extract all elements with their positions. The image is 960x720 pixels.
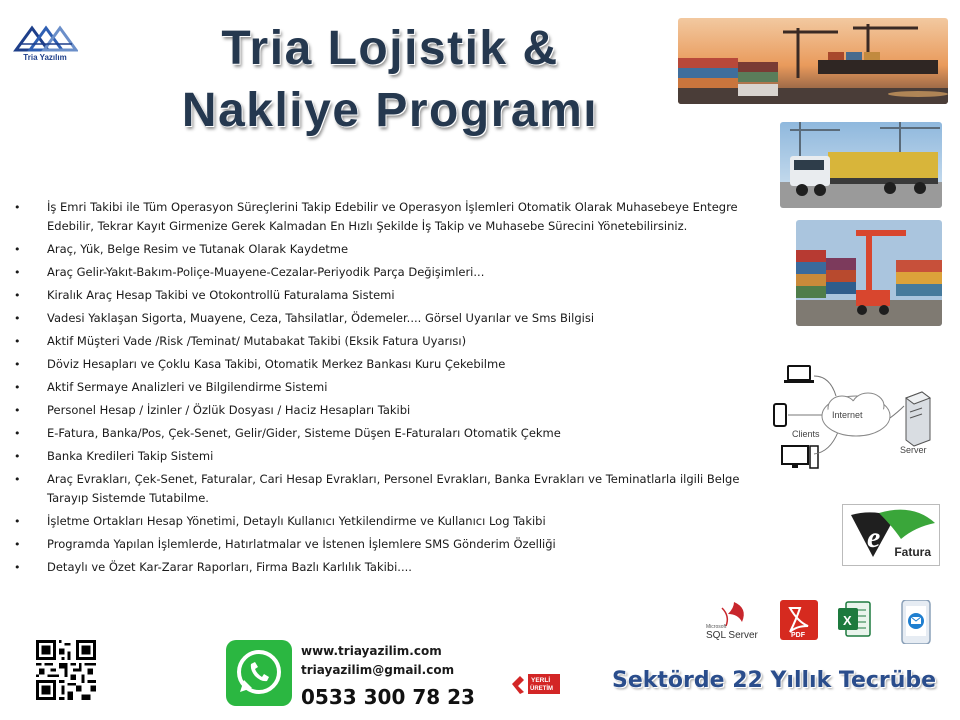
feature-text: Araç Evrakları, Çek-Senet, Faturalar, Cari Hesap Evrakları, Personel Evrakları, Banka Evrakları ve Teminatlarla ilgili Belge Tarayıp Sistemde Tutabilme. [47,472,740,505]
qr-code [36,640,96,700]
feature-text: Araç, Yük, Belge Resim ve Tutanak Olarak Kaydetme [47,242,349,256]
page-title [150,18,630,142]
list-item [14,332,766,351]
feature-text: E-Fatura, Banka/Pos, Çek-Senet, Gelir/Gider, Sisteme Düşen E-Faturaları Otomatik Çekme [47,426,561,440]
list-item [14,558,766,577]
list-item [14,401,766,420]
email-link[interactable]: triayazilim@gmail.com [301,663,455,677]
list-item [14,447,766,466]
bullet-icon: • [14,450,21,463]
bullet-icon: • [14,404,21,417]
excel-label: X [843,613,852,628]
list-item [14,535,766,554]
website-link[interactable]: www.triayazilim.com [301,644,442,658]
phone-icon [774,404,786,426]
logo-text: Tria Yazılım [23,53,67,62]
bullet-icon: • [14,335,21,348]
desktop-icon [782,446,818,468]
feature-text: Personel Hesap / İzinler / Özlük Dosyası / Haciz Hesapları Takibi [47,403,411,417]
efatura-logo [842,504,940,566]
feature-text: Aktif Müşteri Vade /Risk /Teminat/ Mutabakat Takibi (Eksik Fatura Uyarısı) [47,334,467,348]
feature-text: Vadesi Yaklaşan Sigorta, Muayene, Ceza, Tahsilatlar, Ödemeler.... Görsel Uyarılar ve Sms Bilgisi [47,311,595,325]
container-port-photo [796,220,942,326]
efatura-label: Fatura [894,545,931,559]
bullet-icon: • [14,201,21,214]
list-item [14,240,766,259]
list-item [14,355,766,374]
list-item [14,378,766,397]
bullet-icon: • [14,358,21,371]
feature-text: Araç Gelir-Yakıt-Bakım-Poliçe-Muayene-Cezalar-Periyodik Parça Değişimleri... [47,265,485,279]
list-item [14,198,766,236]
server-icon [906,392,930,446]
laptop-icon [784,366,814,383]
bullet-icon: • [14,473,21,486]
bullet-icon: • [14,515,21,528]
yerli-uretim-badge [510,672,562,696]
contact-info [301,642,475,712]
bullet-icon: • [14,561,21,574]
feature-text: Kiralık Araç Hesap Takibi ve Otokontrollü Faturalama Sistemi [47,288,395,302]
list-item [14,512,766,531]
whatsapp-icon[interactable] [226,640,292,706]
bullet-icon: • [14,538,21,551]
pdf-label: PDF [791,632,805,639]
bullet-icon: • [14,312,21,325]
port-sunset-photo [678,18,948,104]
list-item [14,309,766,328]
bullet-icon: • [14,289,21,302]
title-line-2: Nakliye Programı [181,84,599,137]
sms-phone-icon [900,600,932,640]
clients-label: Clients [792,429,820,439]
pdf-icon [780,600,818,640]
excel-icon [838,600,872,640]
sql-label: SQL Server [706,630,758,640]
feature-text: Detaylı ve Özet Kar-Zarar Raporları, Firma Bazlı Karlılık Takibi.... [47,560,412,574]
title-line-1: Tria Lojistik & [221,22,559,75]
features-list [14,198,766,581]
feature-text: Döviz Hesapları ve Çoklu Kasa Takibi, Otomatik Merkez Bankası Kuru Çekebilme [47,357,506,371]
list-item [14,286,766,305]
truck-photo [780,122,942,208]
server-label: Server [900,445,927,455]
experience-tagline: Sektörde 22 Yıllık Tecrübe [612,668,937,693]
feature-text: Programda Yapılan İşlemlerde, Hatırlatmalar ve İstenen İşlemlere SMS Gönderim Özelliği [47,537,556,551]
internet-label: Internet [832,410,863,420]
list-item [14,424,766,443]
feature-text: Banka Kredileri Takip Sistemi [47,449,214,463]
list-item [14,263,766,282]
feature-text: Aktif Sermaye Analizleri ve Bilgilendirme Sistemi [47,380,328,394]
yerli-line-1: YERLİ [531,677,551,684]
bullet-icon: • [14,381,21,394]
sql-server-icon [704,600,760,640]
efatura-e: e [867,521,881,554]
phone-number[interactable]: 0533 300 78 23 [301,685,475,709]
sql-small-label: Microsoft [706,624,727,630]
list-item [14,470,766,508]
feature-text: İş Emri Takibi ile Tüm Operasyon Süreçlerini Takip Edebilir ve Operasyon İşlemleri Otomatik Olarak Muhasebeye Entegre Edebilir, Tekrar Kayıt Girmenize Gerek Kalmadan En Hızlı Şekilde İş Takip ve Muhasebe Sürecini Yönetebilirsiniz. [47,200,738,233]
bullet-icon: • [14,266,21,279]
yerli-line-2: ÜRETİM [530,686,553,692]
brand-logo [12,22,78,62]
bullet-icon: • [14,427,21,440]
logo-mark-icon [12,22,78,52]
network-diagram [766,362,946,474]
bullet-icon: • [14,243,21,256]
feature-text: İşletme Ortakları Hesap Yönetimi, Detaylı Kullanıcı Yetkilendirme ve Kullanıcı Log Takibi [47,514,546,528]
